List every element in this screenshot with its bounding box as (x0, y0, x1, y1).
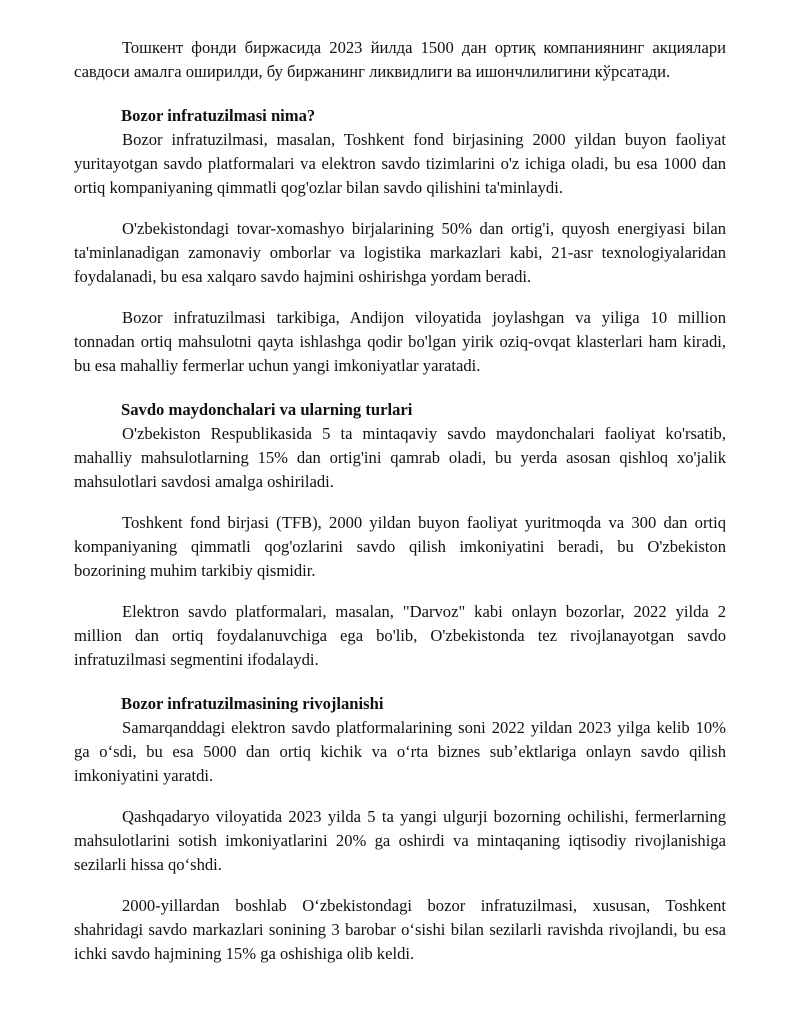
section-heading: Savdo maydonchalari va ularning turlari (121, 400, 413, 419)
section-infrastructure (74, 104, 726, 378)
paragraph: Toshkent fond birjasi (TFB), 2000 yildan buyon faoliyat yuritmoqda va 300 dan ortiq kompaniyaning qimmatli qog'ozlarini savdo qilish imkoniyatini beradi, bu O'zbekiston bozorining muhim tarkibiy qismidir. (74, 513, 726, 580)
paragraph: O'zbekistondagi tovar-xomashyo birjalarining 50% dan ortig'i, quyosh energiyasi bilan ta'minlanadigan zamonaviy omborlar va logistika markazlari kabi, 21-asr texnologiyalaridan foydalanadi, bu esa xalqaro savdo hajmini oshirishga yordam beradi. (74, 219, 726, 286)
paragraph: Bozor infratuzilmasi tarkibiga, Andijon viloyatida joylashgan va yiliga 10 million tonnadan ortiq mahsulotni qayta ishlashga qodir bo'lgan yirik oziq-ovqat klasterlari ham kiradi, bu esa mahalliy fermerlar uchun yangi imkoniyatlar yaratadi. (74, 308, 726, 375)
section-heading: Bozor infratuzilmasining rivojlanishi (121, 694, 384, 713)
section-development (74, 692, 726, 966)
paragraph: Qashqadaryo viloyatida 2023 yilda 5 ta yangi ulgurji bozorning ochilishi, fermerlarning mahsulotlarini sotish imkoniyatlarini 20% ga oshirdi va mintaqaning iqtisodiy rivojlanishiga sezilarli hissa qoʻshdi. (74, 807, 726, 874)
paragraph: Elektron savdo platformalari, masalan, "Darvoz" kabi onlayn bozorlar, 2022 yilda 2 million dan ortiq foydalanuvchiga ega bo'lib, O'zbekistonda tez rivojlanayotgan savdo infratuzilmasi segmentini ifodalaydi. (74, 602, 726, 669)
section-trading-platforms (74, 398, 726, 672)
paragraph: Samarqanddagi elektron savdo platformalarining soni 2022 yildan 2023 yilga kelib 10% ga oʻsdi, bu esa 5000 dan ortiq kichik va oʻrta biznes subʼektlariga onlayn savdo qilish imkoniyatini yaratdi. (74, 718, 726, 785)
document-page (74, 36, 726, 966)
paragraph: O'zbekiston Respublikasida 5 ta mintaqaviy savdo maydonchalari faoliyat ko'rsatib, mahalliy mahsulotlarning 15% dan ortig'ini qamrab oladi, bu yerda asosan qishloq xo'jalik mahsulotlari savdosi amalga oshiriladi. (74, 424, 726, 491)
paragraph: 2000-yillardan boshlab Oʻzbekistondagi bozor infratuzilmasi, xususan, Toshkent shahridagi savdo markazlari sonining 3 barobar oʻsishi bilan sezilarli ravishda rivojlandi, bu esa ichki savdo hajmining 15% ga oshishiga olib keldi. (74, 896, 726, 963)
paragraph: Bozor infratuzilmasi, masalan, Toshkent fond birjasining 2000 yildan buyon faoliyat yuritayotgan savdo platformalari va elektron savdo tizimlarini o'z ichiga oladi, bu esa 1000 dan ortiq kompaniyaning qimmatli qog'ozlar bilan savdo qilishini ta'minlaydi. (74, 130, 726, 197)
intro-paragraph: Тошкент фонди биржасида 2023 йилда 1500 дан ортиқ компаниянинг акциялари савдоси амалга оширилди, бу биржанинг ликвидлиги ва ишончлилигини кўрсатади. (74, 38, 726, 81)
section-heading: Bozor infratuzilmasi nima? (121, 106, 316, 125)
